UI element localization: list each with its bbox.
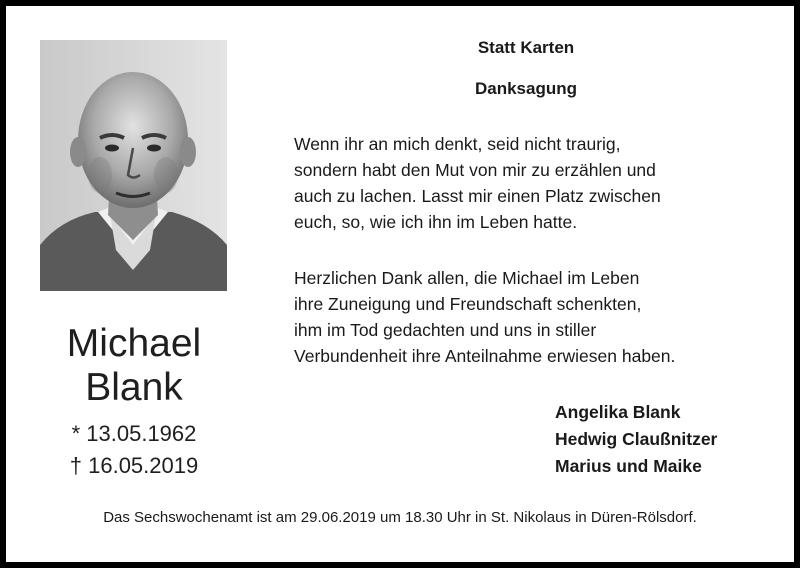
poem-line: euch, so, wie ich ihn im Leben hatte. bbox=[294, 212, 578, 232]
signer-name: Hedwig Claußnitzer bbox=[555, 429, 718, 449]
life-dates bbox=[40, 418, 228, 482]
thanks-line: Herzlichen Dank allen, die Michael im Leben bbox=[294, 268, 640, 288]
thanks-line: ihre Zuneigung und Freundschaft schenkten, bbox=[294, 294, 642, 314]
thanks-line: Verbundenheit ihre Anteilnahme erwiesen haben. bbox=[294, 346, 676, 366]
notice-title: Statt Karten bbox=[477, 38, 575, 57]
death-date: † 16.05.2019 bbox=[69, 453, 199, 478]
poem-line: auch zu lachen. Lasst mir einen Platz zwischen bbox=[294, 186, 661, 206]
signer-name: Angelika Blank bbox=[555, 402, 681, 422]
portrait-illustration bbox=[40, 40, 227, 291]
thanks-line: ihm im Tod gedachten und uns in stiller bbox=[294, 320, 597, 340]
notice-subtitle: Danksagung bbox=[474, 79, 578, 98]
thanks-paragraph bbox=[294, 265, 774, 369]
first-name: Michael bbox=[66, 322, 202, 365]
poem-paragraph bbox=[294, 131, 774, 235]
birth-date: * 13.05.1962 bbox=[71, 421, 197, 446]
portrait-photo bbox=[40, 40, 227, 291]
poem-line: Wenn ihr an mich denkt, seid nicht traurig, bbox=[294, 134, 621, 154]
deceased-name-block bbox=[40, 322, 228, 482]
mass-announcement: Das Sechswochenamt ist am 29.06.2019 um 18.30 Uhr in St. Nikolaus in Düren-Rölsdorf. bbox=[103, 509, 697, 526]
signer-name: Marius und Maike bbox=[555, 456, 702, 476]
last-name: Blank bbox=[85, 366, 183, 409]
signers-list bbox=[555, 399, 717, 480]
poem-line: sondern habt den Mut von mir zu erzählen und bbox=[294, 160, 656, 180]
